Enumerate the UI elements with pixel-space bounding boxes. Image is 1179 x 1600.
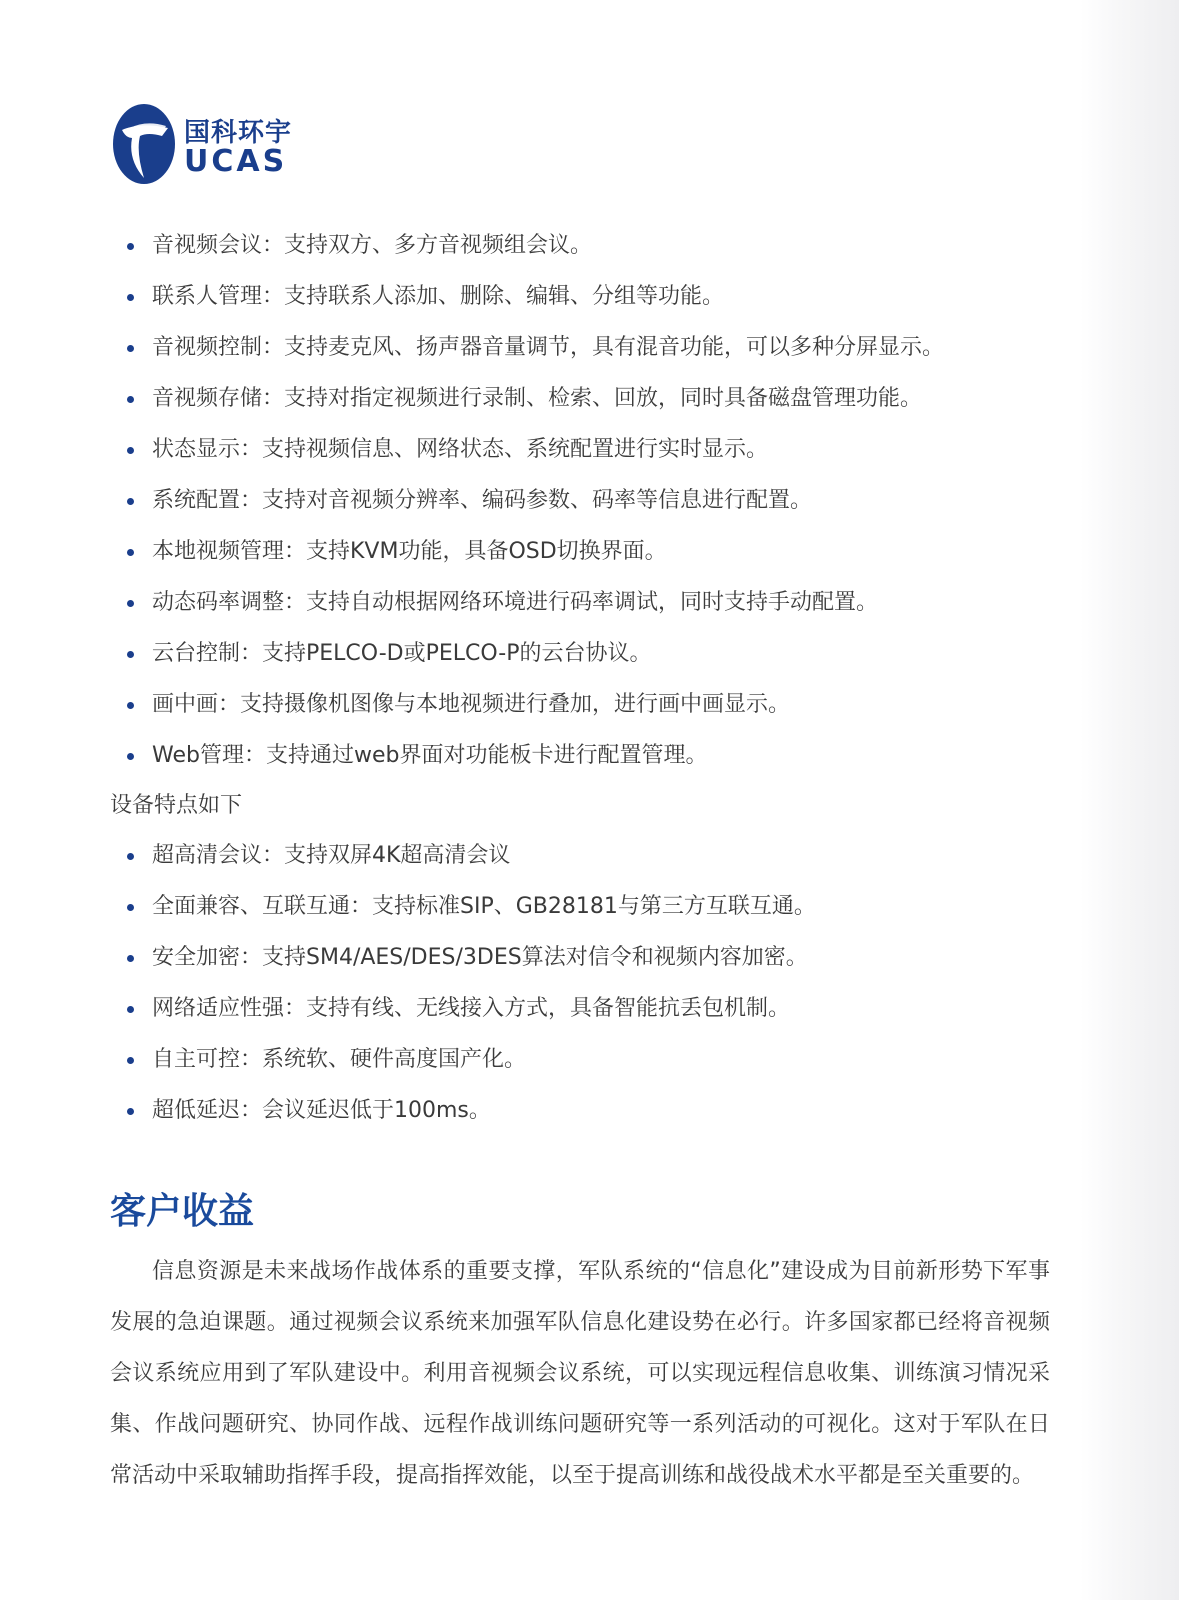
advantages-heading: 设备特点如下: [110, 793, 243, 818]
list-item: [110, 689, 1070, 740]
section-title: 客户收益: [110, 1191, 255, 1232]
logo-chinese-name: 国科环宇: [184, 118, 293, 148]
bullet-icon: [127, 1108, 134, 1115]
bullet-icon: [127, 955, 134, 962]
bullet-icon: [127, 1006, 134, 1013]
bullet-icon: [127, 1057, 134, 1064]
bullet-icon: [127, 243, 134, 250]
bullet-icon: [127, 753, 134, 760]
feature-list: [110, 230, 1070, 791]
list-item: [110, 383, 1070, 434]
list-item-text: 本地视频管理：支持KVM功能，具备OSD切换界面。: [152, 539, 667, 564]
body-paragraph: 信息资源是未来战场作战体系的重要支撑，军队系统的“信息化”建设成为目前新形势下军事发展的急迫课题。通过视频会议系统来加强军队信息化建设势在必行。许多国家都已经将音视频会议系统应用到了军队建设中。利用音视频会议系统，可以实现远程信息收集、训练演习情况采集、作战问题研究、协同作战、远程作战训练问题研究等一系列活动的可视化。这对于军队在日常活动中采取辅助指挥手段，提高指挥效能，以至于提高训练和战役战术水平都是至关重要的。: [110, 1259, 1050, 1488]
list-item: [110, 993, 1070, 1044]
bullet-icon: [127, 294, 134, 301]
list-item: [110, 332, 1070, 383]
list-item-text: 网络适应性强：支持有线、无线接入方式，具备智能抗丢包机制。: [152, 996, 791, 1021]
list-item-text: 音视频存储：支持对指定视频进行录制、检索、回放，同时具备磁盘管理功能。: [152, 386, 923, 411]
list-item-text: 系统配置：支持对音视频分辨率、编码参数、码率等信息进行配置。: [152, 488, 813, 513]
list-item-text: 音视频会议：支持双方、多方音视频组会议。: [152, 233, 593, 258]
list-item-text: 超高清会议：支持双屏4K超高清会议: [152, 843, 511, 868]
bullet-icon: [127, 447, 134, 454]
list-item-text: 音视频控制：支持麦克风、扬声器音量调节，具有混音功能，可以多种分屏显示。: [152, 335, 945, 360]
list-item-text: 全面兼容、互联互通：支持标准SIP、GB28181与第三方互联互通。: [152, 894, 816, 919]
list-item: [110, 230, 1070, 281]
list-item: [110, 536, 1070, 587]
bullet-icon: [127, 498, 134, 505]
list-item: [110, 485, 1070, 536]
bullet-icon: [127, 396, 134, 403]
bullet-icon: [127, 853, 134, 860]
list-item-text: Web管理：支持通过web界面对功能板卡进行配置管理。: [152, 743, 708, 768]
company-logo: [110, 100, 293, 190]
bullet-icon: [127, 702, 134, 709]
list-item-text: 云台控制：支持PELCO-D或PELCO-P的云台协议。: [152, 641, 652, 666]
bullet-icon: [127, 600, 134, 607]
logo-english-name: UCAS: [184, 144, 288, 179]
bullet-icon: [127, 651, 134, 658]
list-item-text: 自主可控：系统软、硬件高度国产化。: [152, 1047, 527, 1072]
list-item: [110, 942, 1070, 993]
list-item-text: 动态码率调整：支持自动根据网络环境进行码率调试，同时支持手动配置。: [152, 590, 879, 615]
bullet-icon: [127, 549, 134, 556]
list-item: [110, 891, 1070, 942]
list-item: [110, 434, 1070, 485]
list-item-text: 画中画：支持摄像机图像与本地视频进行叠加，进行画中画显示。: [152, 692, 791, 717]
list-item: [110, 840, 1070, 891]
list-item: [110, 1044, 1070, 1095]
bullet-icon: [127, 345, 134, 352]
list-item: [110, 638, 1070, 689]
advantage-list: [110, 840, 1070, 1146]
list-item: [110, 1095, 1070, 1146]
list-item: [110, 587, 1070, 638]
list-item-text: 安全加密：支持SM4/AES/DES/3DES算法对信令和视频内容加密。: [152, 945, 808, 970]
bullet-icon: [127, 904, 134, 911]
list-item-text: 超低延迟：会议延迟低于100ms。: [152, 1098, 491, 1123]
list-item-text: 状态显示：支持视频信息、网络状态、系统配置进行实时显示。: [152, 437, 769, 462]
list-item: [110, 281, 1070, 332]
list-item: [110, 740, 1070, 791]
list-item-text: 联系人管理：支持联系人添加、删除、编辑、分组等功能。: [152, 284, 725, 309]
